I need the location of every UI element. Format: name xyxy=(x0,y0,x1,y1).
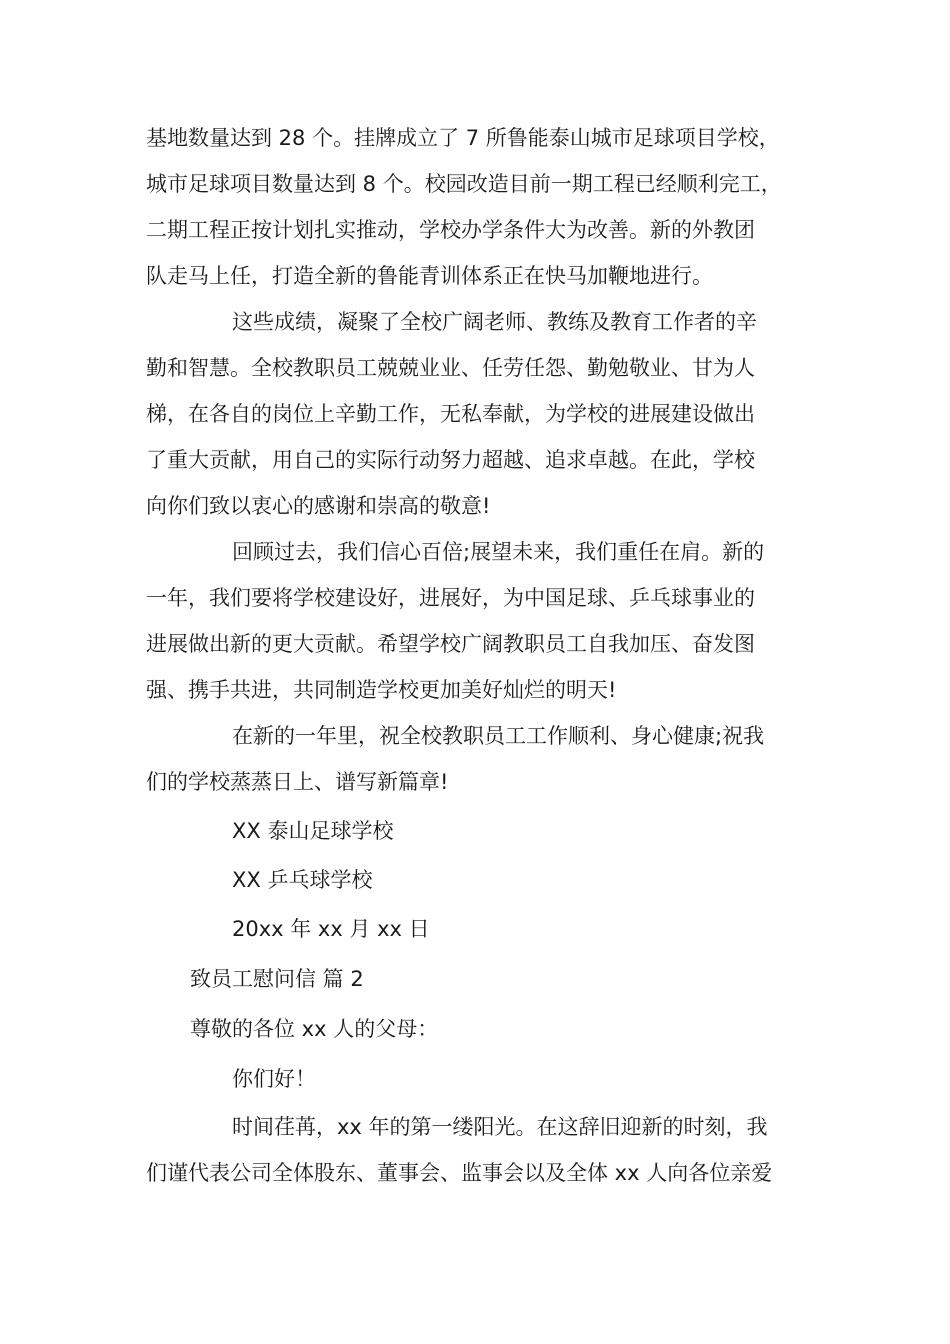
paragraph-start-line: 时间荏苒，xx 年的第一缕阳光。在这辞旧迎新的时刻，我 xyxy=(232,1115,768,1139)
text-line: 基地数量达到 28 个。挂牌成立了 7 所鲁能泰山城市足球项目学校， xyxy=(146,126,780,150)
paragraph-start-line: 回顾过去，我们信心百倍;展望未来，我们重任在肩。新的 xyxy=(232,540,765,564)
text-line: 向你们致以衷心的感谢和崇高的敬意! xyxy=(146,494,491,518)
signature-date: 20xx 年 xx 月 xx 日 xyxy=(232,917,430,941)
text-line: 们的学校蒸蒸日上、谱写新篇章! xyxy=(146,770,449,794)
section-heading: 致员工慰问信 篇 2 xyxy=(190,967,364,991)
text-line: 二期工程正按计划扎实推动，学校办学条件大为改善。新的外教团 xyxy=(146,218,755,242)
text-line: 们谨代表公司全体股东、董事会、监事会以及全体 xx 人向各位亲爱 xyxy=(146,1161,773,1185)
text-line: 进展做出新的更大贡献。希望学校广阔教职员工自我加压、奋发图 xyxy=(146,632,755,656)
text-line: 一年，我们要将学校建设好，进展好，为中国足球、乒乓球事业的 xyxy=(146,586,755,610)
text-line: 梯，在各自的岗位上辛勤工作，无私奉献，为学校的进展建设做出 xyxy=(146,402,755,426)
paragraph-start-line: 在新的一年里，祝全校教职员工工作顺利、身心健康;祝我 xyxy=(232,724,765,748)
text-line: 勤和智慧。全校教职员工兢兢业业、任劳任怨、勤勉敬业、甘为人 xyxy=(146,356,755,380)
greeting: 你们好！ xyxy=(232,1067,316,1091)
signature-school-2: XX 乒乓球学校 xyxy=(232,868,373,892)
signature-school-1: XX 泰山足球学校 xyxy=(232,819,394,843)
paragraph-start-line: 这些成绩，凝聚了全校广阔老师、教练及教育工作者的辛 xyxy=(232,310,757,334)
text-line: 队走马上任，打造全新的鲁能青训体系正在快马加鞭地进行。 xyxy=(146,264,713,288)
text-line: 强、携手共进，共同制造学校更加美好灿烂的明天! xyxy=(146,678,617,702)
salutation: 尊敬的各位 xx 人的父母： xyxy=(190,1017,439,1041)
text-line: 了重大贡献，用自己的实际行动努力超越、追求卓越。在此，学校 xyxy=(146,448,755,472)
text-line: 城市足球项目数量达到 8 个。校园改造目前一期工程已经顺利完工， xyxy=(146,172,782,196)
